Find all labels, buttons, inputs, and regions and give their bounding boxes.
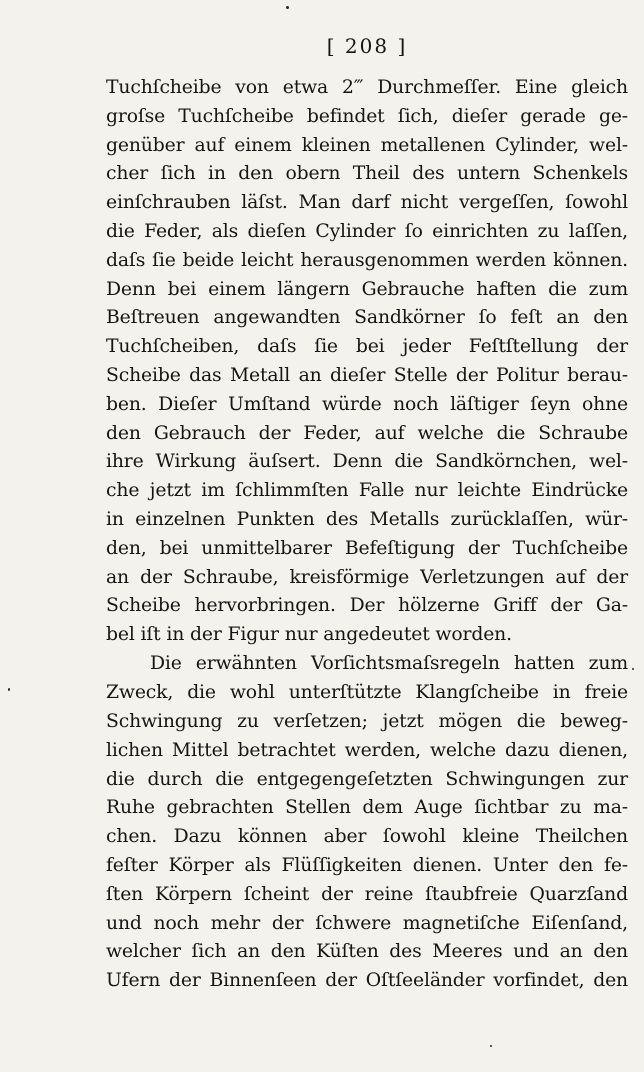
text-line: bel iſt in der Figur nur angedeutet worden.: [106, 624, 512, 646]
text-line: ſten Körpern ſcheint der reine ſtaubfreie Quarzſand: [106, 883, 628, 905]
text-line: lichen Mittel betrachtet werden, welche dazu dienen,: [106, 739, 628, 761]
text-line: Scheibe das Metall an dieſer Stelle der Politur berau-: [106, 364, 628, 386]
ink-speck: [8, 688, 10, 691]
text-line: chen. Dazu können aber ſowohl kleine Theilchen: [106, 826, 628, 848]
ink-speck: [286, 6, 289, 9]
text-line: Die erwähnten Vorſichtsmaſsregeln hatten zum: [150, 653, 628, 675]
text-line: den Gebrauch der Feder, auf welche die Schraube: [106, 422, 628, 444]
text-line: einſchrauben läſst. Man darf nicht vergeſſen, ſowohl: [106, 192, 628, 214]
text-line: Schwingung zu verſetzen; jetzt mögen die beweg-: [106, 711, 628, 733]
ink-speck: [490, 1045, 492, 1047]
ink-speck: [632, 668, 634, 670]
text-line: Scheibe hervorbringen. Der hölzerne Griff der Ga-: [106, 595, 628, 617]
text-line: ben. Dieſer Umſtand würde noch läſtiger ſeyn ohne: [106, 393, 628, 415]
text-line: welcher ſich an den Küſten des Meeres und an den: [106, 941, 628, 963]
text-line: Tuchſcheiben, daſs ſie bei jeder Feſtſtellung der: [106, 336, 628, 358]
text-line: die durch die entgegengeſetzten Schwingungen zur: [106, 768, 628, 790]
text-line: ihre Wirkung äuſsert. Denn die Sandkörnchen, wel-: [106, 451, 628, 473]
text-line: Zweck, die wohl unterſtützte Klangſcheibe in freie: [106, 682, 628, 704]
body-text: [106, 74, 628, 996]
text-line: daſs ſie beide leicht herausgenommen werden können.: [106, 249, 628, 271]
page-header: [0, 34, 644, 58]
text-line: und noch mehr der ſchwere magnetiſche Eiſenſand,: [106, 912, 628, 934]
text-line: Denn bei einem längern Gebrauche haften die zum: [106, 278, 628, 300]
text-line: den, bei unmittelbarer Befeſtigung der Tuchſcheibe: [106, 537, 628, 559]
text-line: Beſtreuen angewandten Sandkörner ſo feſt an den: [106, 307, 628, 329]
text-line: an der Schraube, kreisförmige Verletzungen auf der: [106, 566, 628, 588]
text-line: die Feder, als dieſen Cylinder ſo einrichten zu laſſen,: [106, 220, 628, 242]
paragraph: [106, 650, 628, 996]
text-line: genüber auf einem kleinen metallenen Cylinder, wel-: [106, 134, 628, 156]
page-number: [ 208 ]: [326, 34, 408, 58]
text-line: in einzelnen Punkten des Metalls zurücklaſſen, wür-: [106, 508, 628, 530]
text-line: cher ſich in den obern Theil des untern Schenkels: [106, 163, 628, 185]
text-line: Ruhe gebrachten Stellen dem Auge ſichtbar zu ma-: [106, 797, 628, 819]
text-line: groſse Tuchſcheibe befindet ſich, dieſer gerade ge-: [106, 105, 628, 127]
text-line: Ufern der Binnenſeen der Oſtſeeländer vorfindet, den: [106, 970, 628, 992]
text-line: Tuchſcheibe von etwa 2‴ Durchmeſſer. Eine gleich: [106, 77, 628, 98]
text-line: che jetzt im ſchlimmſten Falle nur leichte Eindrücke: [106, 480, 628, 502]
text-line: feſter Körper als Flüſſigkeiten dienen. Unter den fe-: [106, 855, 628, 877]
paragraph: [106, 74, 628, 650]
